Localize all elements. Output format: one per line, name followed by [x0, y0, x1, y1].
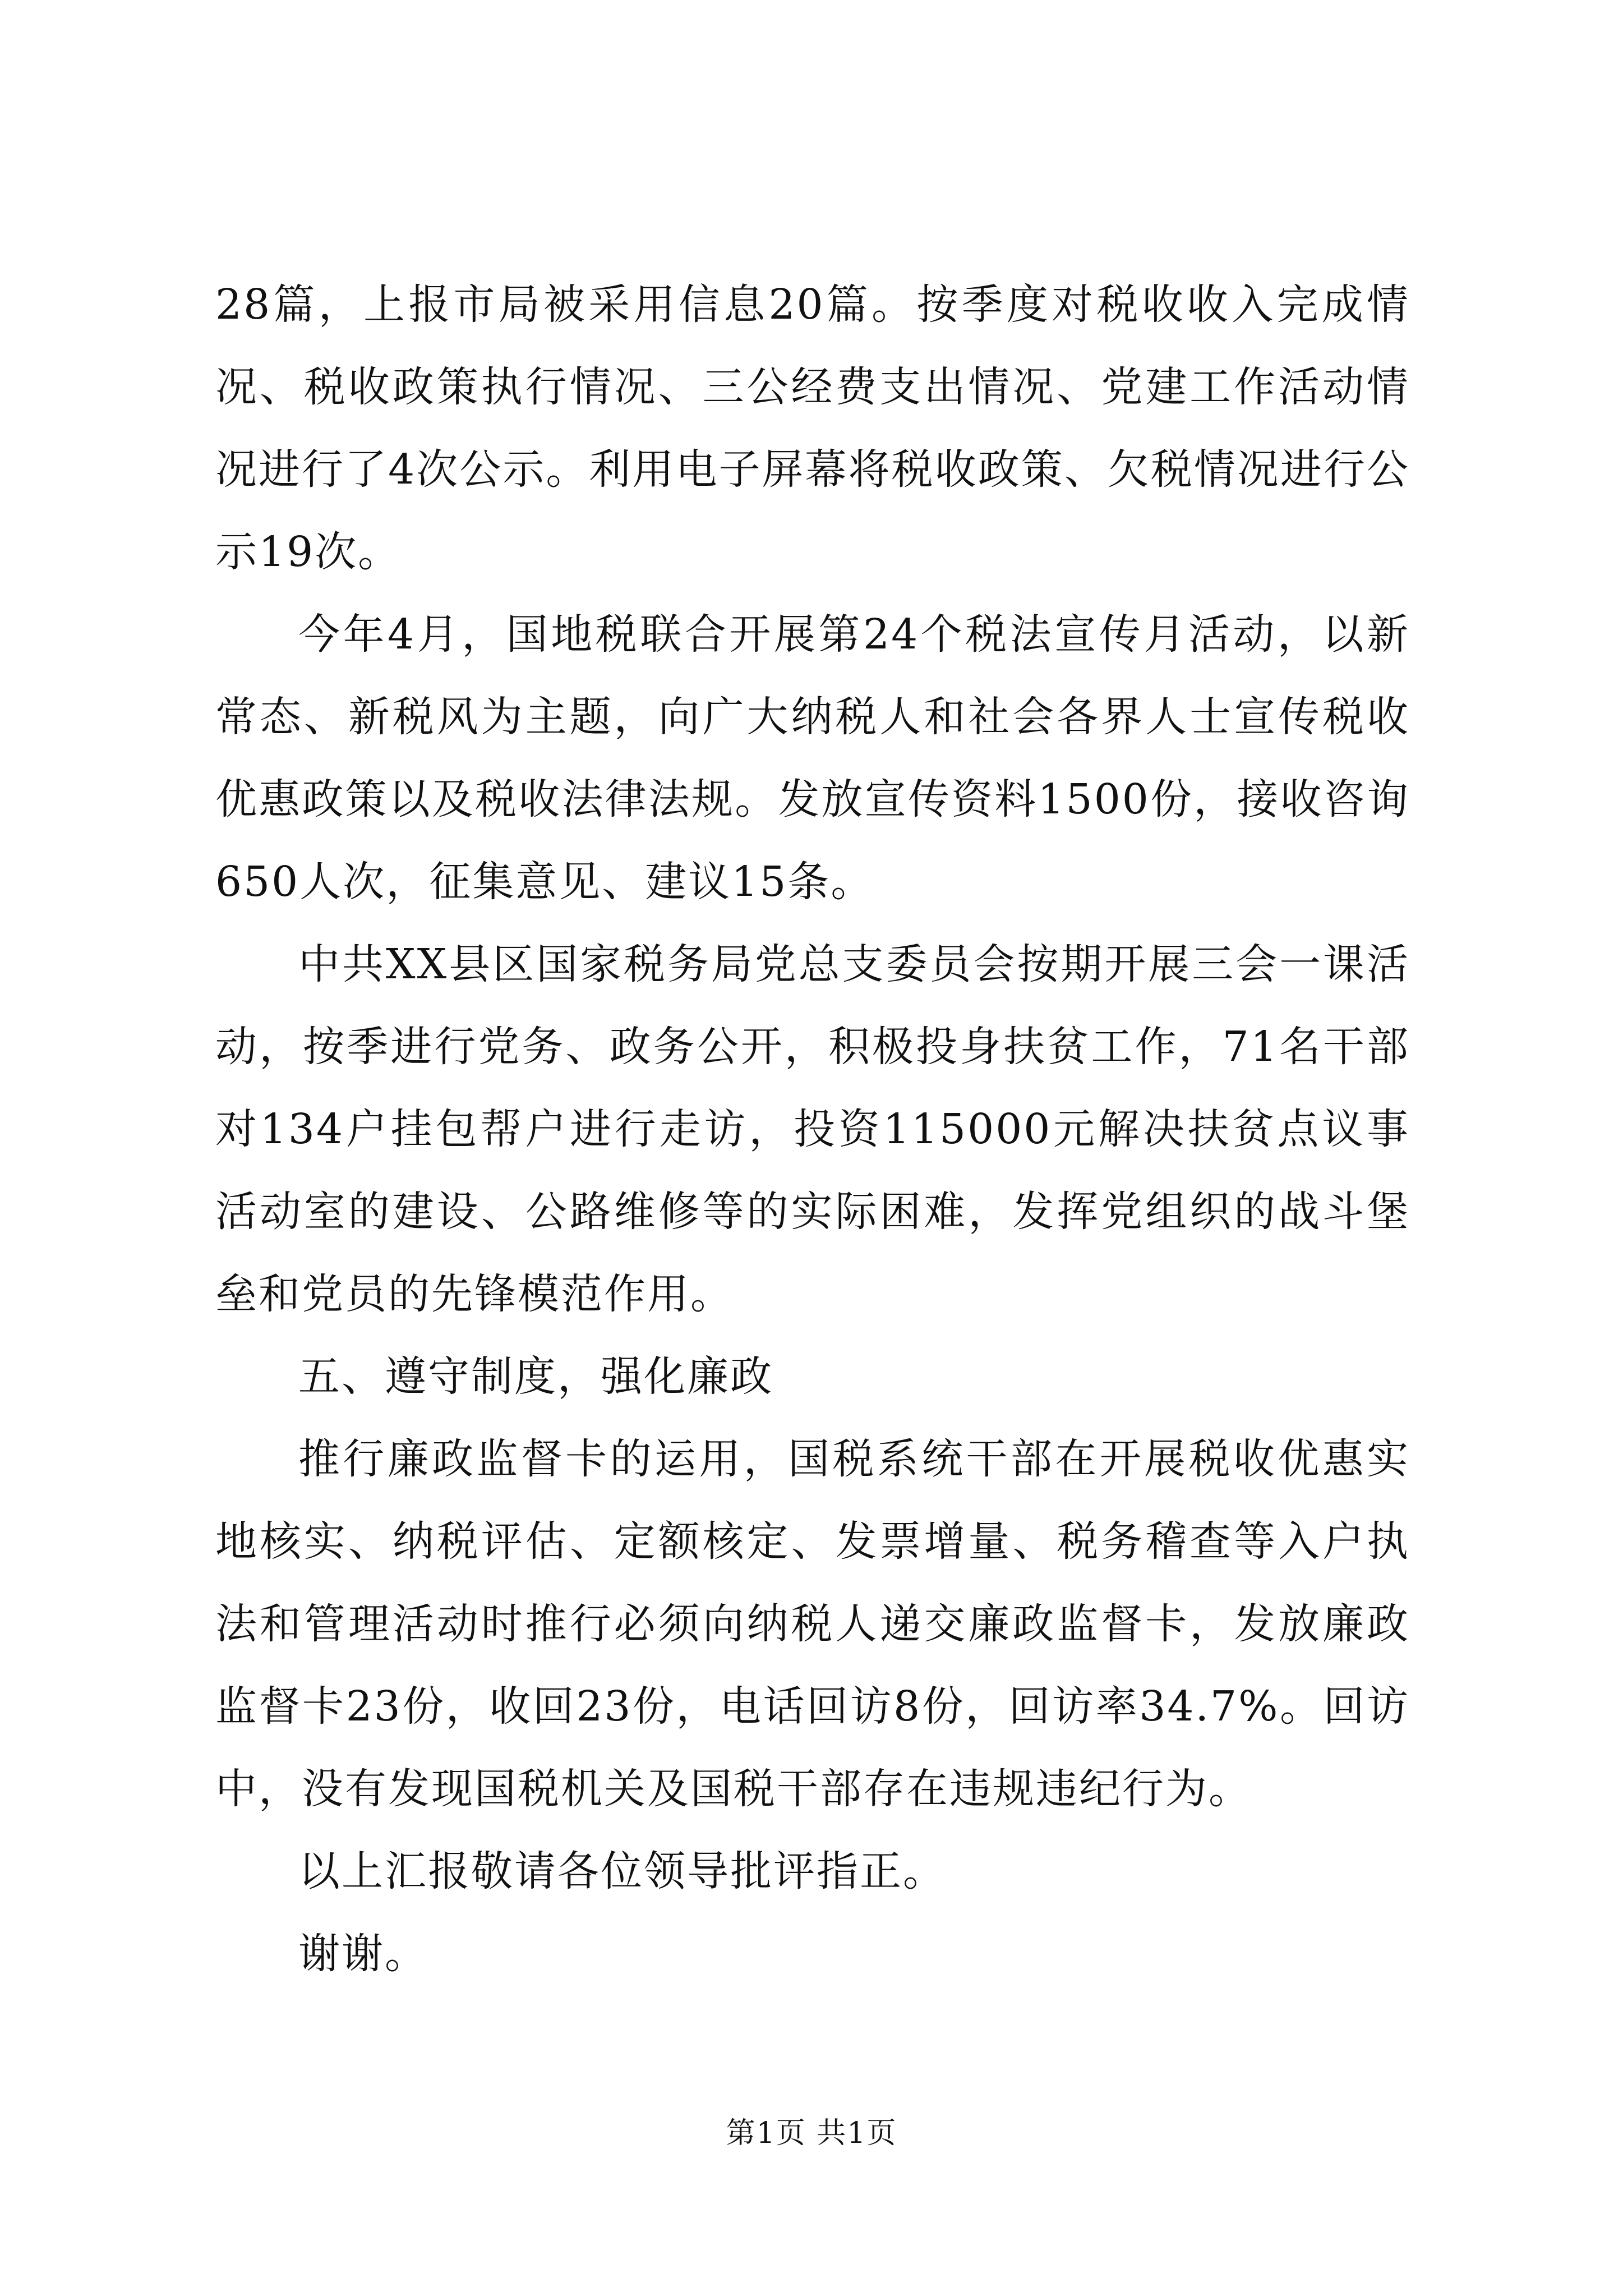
paragraph-continuation: 28篇，上报市局被采用信息20篇。按季度对税收收入完成情况、税收政策执行情况、三公经费支出情况、党建工作活动情况进行了4次公示。利用电子屏幕将税收政策、欠税情况进行公示19次。	[215, 280, 1410, 576]
section-heading: 五、遵守制度，强化廉政	[298, 1352, 773, 1401]
paragraph-closing-request: 以上汇报敬请各位领导批评指正。	[298, 1847, 946, 1895]
paragraph-integrity-card: 推行廉政监督卡的运用，国税系统干部在开展税收优惠实地核实、纳税评估、定额核定、发票增量、税务稽查等入户执法和管理活动时推行必须向纳税人递交廉政监督卡，发放廉政监督卡23份，收回23份，电话回访8份，回访率34.7%。回访中，没有发现国税机关及国税干部存在违规违纪行为。	[215, 1435, 1410, 1813]
paragraph-tax-promotion: 今年4月，国地税联合开展第24个税法宣传月活动，以新常态、新税风为主题，向广大纳税人和社会各界人士宣传税收优惠政策以及税收法律法规。发放宣传资料1500份，接收咨询650人次，征集意见、建议15条。	[215, 610, 1410, 906]
page-footer: 第1页 共1页	[726, 2116, 897, 2150]
paragraph-thanks: 谢谢。	[298, 1930, 428, 1978]
paragraph-party-work: 中共XX县区国家税务局党总支委员会按期开展三会一课活动，按季进行党务、政务公开，积极投身扶贫工作，71名干部对134户挂包帮户进行走访，投资115000元解决扶贫点议事活动室的建设、公路维修等的实际困难，发挥党组织的战斗堡垒和党员的先锋模范作用。	[215, 940, 1410, 1318]
document-body	[215, 264, 1410, 1995]
